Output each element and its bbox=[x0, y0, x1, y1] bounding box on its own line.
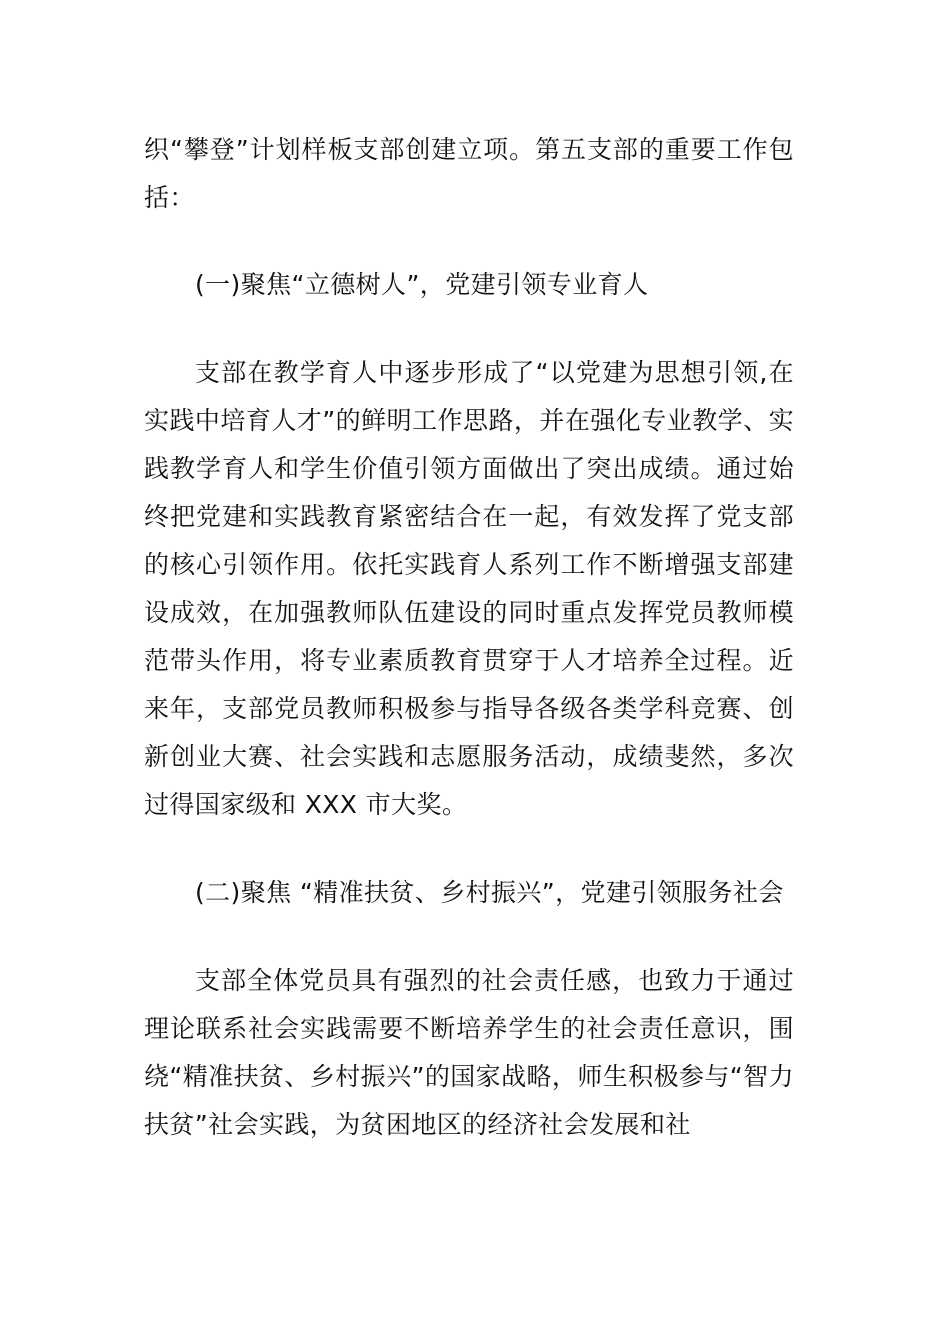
document-body bbox=[144, 126, 794, 1149]
section-heading-1: (一)聚焦“立德树人”，党建引领专业育人 bbox=[195, 270, 649, 299]
paragraph-section-2: 支部全体党员具有强烈的社会责任感，也致力于通过理论联系社会实践需要不断培养学生的社会责任意识，围绕“精准扶贫、乡村振兴”的国家战略，师生积极参与“智力扶贫”社会实践，为贫困地区的经济社会发展和社 bbox=[144, 966, 794, 1139]
paragraph-continuation: 织“攀登”计划样板支部创建立项。第五支部的重要工作包括： bbox=[144, 135, 794, 212]
paragraph-section-1: 支部在教学育人中逐步形成了“以党建为思想引领,在实践中培育人才”的鲜明工作思路，并在强化专业教学、实践教学育人和学生价值引领方面做出了突出成绩。通过始终把党建和实践教育紧密结合在一起，有效发挥了党支部的核心引领作用。依托实践育人系列工作不断增强支部建设成效，在加强教师队伍建设的同时重点发挥党员教师模范带头作用，将专业素质教育贯穿于人才培养全过程。近来年，支部党员教师积极参与指导各级各类学科竞赛、创新创业大赛、社会实践和志愿服务活动，成绩斐然，多次过得国家级和 XXX 市大奖。 bbox=[144, 358, 794, 819]
section-heading-2: (二)聚焦 “精准扶贫、乡村振兴”，党建引领服务社会 bbox=[195, 878, 784, 907]
